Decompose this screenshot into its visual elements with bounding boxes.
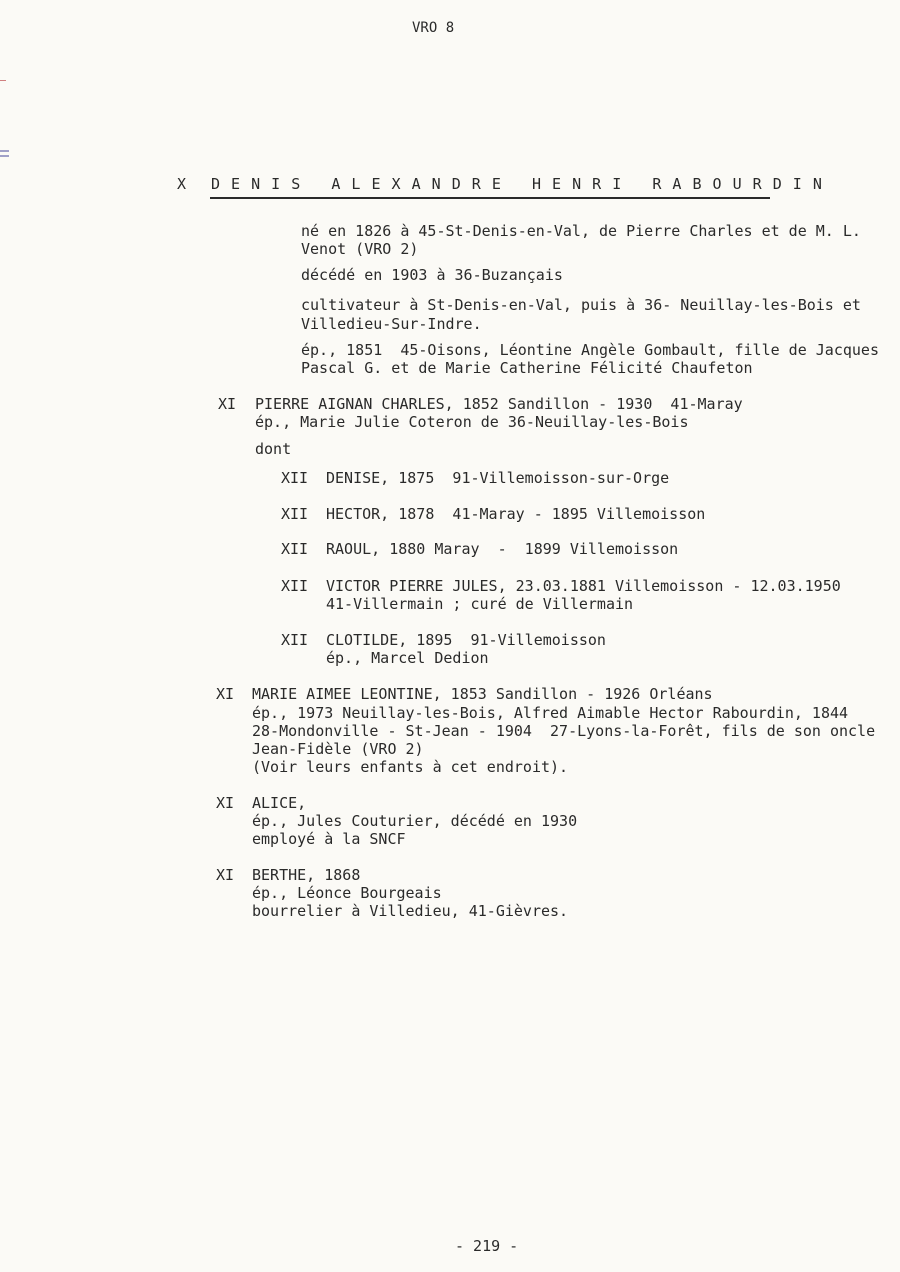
main-person-line: décédé en 1903 à 36-Buzançais [301,266,563,284]
generation-label: XII [281,577,309,595]
main-person-name: D E N I S A L E X A N D R E H E N R I R A B O U R D I N [211,175,823,193]
grandchild-entry-line: RAOUL, 1880 Maray - 1899 Villemoisson [326,540,679,558]
grandchild-entry-line: CLOTILDE, 1895 91-Villemoisson [326,631,606,649]
child-entry-line: employé à la SNCF [252,830,406,848]
generation-label: XI [216,794,235,812]
child-entry-line: ép., Léonce Bourgeais [252,884,442,902]
grandchild-entry-line: DENISE, 1875 91-Villemoisson-sur-Orge [326,469,670,487]
scan-mark [0,80,6,81]
child-entry-line: ép., 1973 Neuillay-les-Bois, Alfred Aimable Hector Rabourdin, 1844 [252,704,849,722]
main-person-line: né en 1826 à 45-St-Denis-en-Val, de Pierre Charles et de M. L. [301,222,861,240]
child-entry-line: BERTHE, 1868 [252,866,361,884]
title-underline [210,197,770,199]
dont-label: dont [255,440,292,458]
page-reference: VRO 8 [412,20,455,36]
generation-label: X [177,175,187,193]
scan-mark [0,155,9,157]
child-entry-line: ép., Jules Couturier, décédé en 1930 [252,812,578,830]
main-person-line: Pascal G. et de Marie Catherine Félicité Chaufeton [301,359,753,377]
grandchild-entry-line: VICTOR PIERRE JULES, 23.03.1881 Villemoisson - 12.03.1950 [326,577,841,595]
generation-label: XII [281,631,309,649]
child-entry-line: ALICE, [252,794,307,812]
child-entry-line: ép., Marie Julie Coteron de 36-Neuillay-les-Bois [255,413,689,431]
main-person-line: Venot (VRO 2) [301,240,419,258]
grandchild-entry-line: ép., Marcel Dedion [326,649,489,667]
generation-label: XII [281,505,309,523]
child-entry-line: PIERRE AIGNAN CHARLES, 1852 Sandillon - 1930 41-Maray [255,395,743,413]
generation-label: XII [281,540,309,558]
generation-label: XI [218,395,237,413]
child-entry-line: 28-Mondonville - St-Jean - 1904 27-Lyons-la-Forêt, fils de son oncle [252,722,876,740]
main-person-line: cultivateur à St-Denis-en-Val, puis à 36- Neuillay-les-Bois et [301,296,861,314]
child-entry-line: bourrelier à Villedieu, 41-Gièvres. [252,902,569,920]
page-number: - 219 - [455,1237,519,1255]
generation-label: XI [216,866,235,884]
scan-mark [0,150,9,152]
grandchild-entry-line: 41-Villermain ; curé de Villermain [326,595,634,613]
child-entry-line: (Voir leurs enfants à cet endroit). [252,758,569,776]
main-person-line: ép., 1851 45-Oisons, Léontine Angèle Gombault, fille de Jacques [301,341,879,359]
generation-label: XI [216,685,235,703]
main-person-line: Villedieu-Sur-Indre. [301,315,482,333]
grandchild-entry-line: HECTOR, 1878 41-Maray - 1895 Villemoisson [326,505,706,523]
generation-label: XII [281,469,309,487]
child-entry-line: Jean-Fidèle (VRO 2) [252,740,424,758]
child-entry-line: MARIE AIMEE LEONTINE, 1853 Sandillon - 1926 Orléans [252,685,713,703]
